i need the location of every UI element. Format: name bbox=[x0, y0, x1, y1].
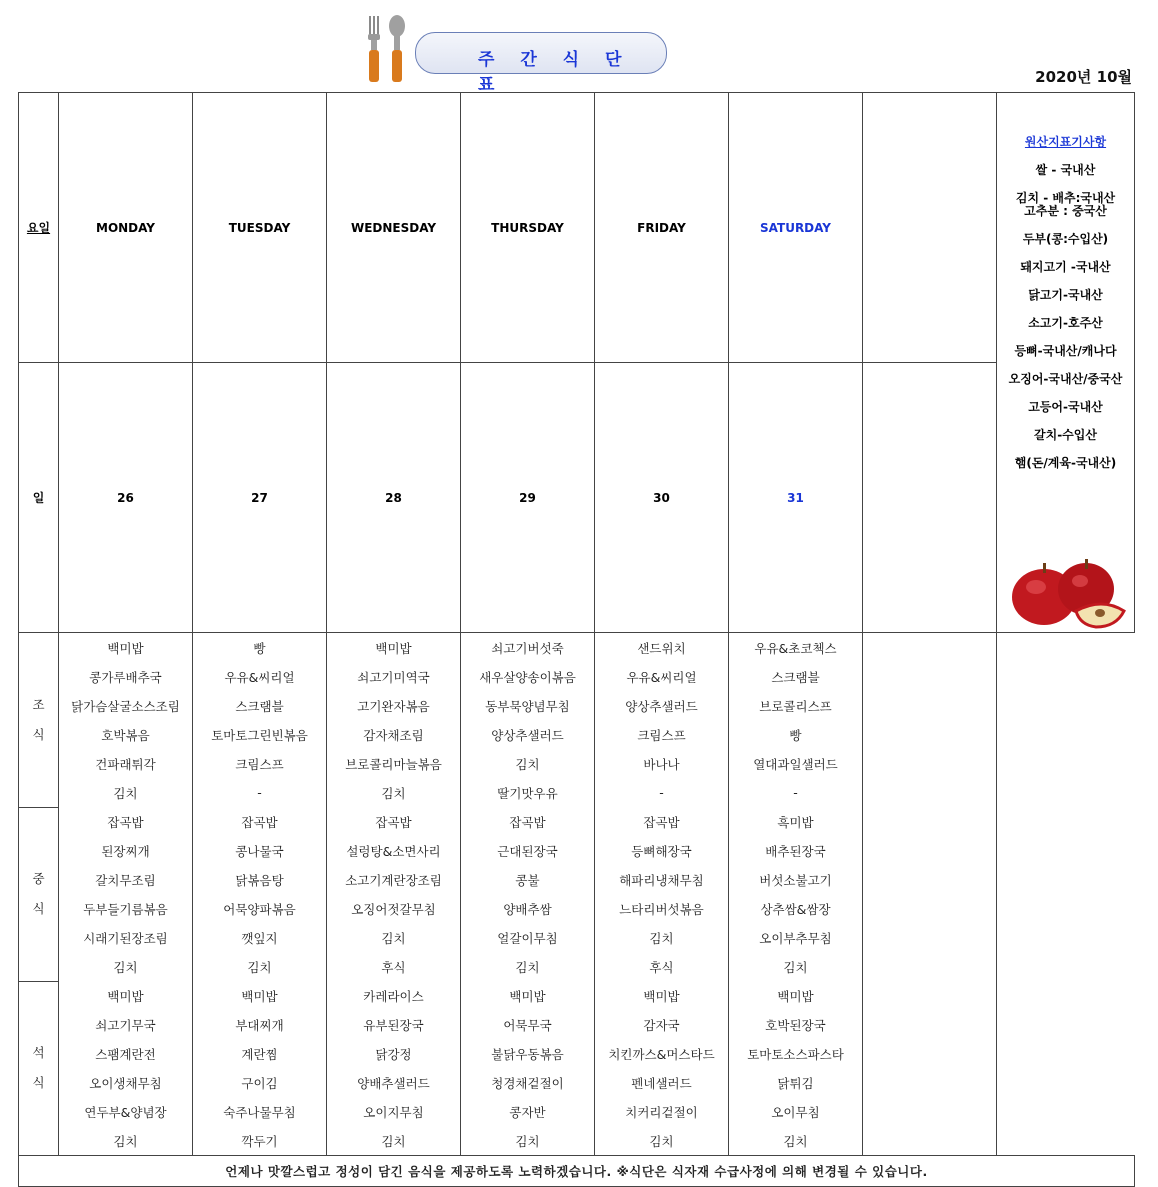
apple-image bbox=[1006, 553, 1126, 629]
meal-label-bottom: 식 bbox=[32, 1075, 45, 1091]
menu-item-cell: 얼갈이무침 bbox=[461, 923, 595, 952]
date-cell: 27 bbox=[193, 363, 327, 633]
menu-item-cell: 새우살양송이볶음 bbox=[461, 662, 595, 691]
empty-cell bbox=[863, 93, 997, 363]
empty-cell bbox=[863, 720, 997, 749]
menu-item-cell: 열대과일샐러드 bbox=[729, 749, 863, 778]
menu-item-cell: 닭가슴살굴소스조림 bbox=[59, 691, 193, 720]
menu-item-cell: 잡곡밥 bbox=[461, 807, 595, 836]
menu-item-cell: 바나나 bbox=[595, 749, 729, 778]
menu-item-cell: 김치 bbox=[461, 749, 595, 778]
meal-label-bottom: 식 bbox=[32, 901, 45, 916]
empty-cell bbox=[863, 1010, 997, 1039]
menu-item-cell: 건파래튀각 bbox=[59, 749, 193, 778]
menu-item-cell: 스크램블 bbox=[729, 662, 863, 691]
menu-item-cell: 해파리냉채무침 bbox=[595, 865, 729, 894]
empty-cell bbox=[863, 894, 997, 923]
origin-item: 쌀 - 국내산 bbox=[1035, 163, 1096, 177]
date-cell-saturday: 31 bbox=[729, 363, 863, 633]
meal-row bbox=[19, 749, 1135, 778]
menu-item-cell: 오이생채무침 bbox=[59, 1068, 193, 1097]
menu-item-cell: 어묵무국 bbox=[461, 1010, 595, 1039]
origin-item: 고추분 : 중국산 bbox=[1024, 204, 1107, 218]
menu-item-cell: - bbox=[595, 778, 729, 807]
meal-row bbox=[19, 923, 1135, 952]
menu-item-cell: 근대된장국 bbox=[461, 836, 595, 865]
menu-item-cell: 빵 bbox=[193, 633, 327, 663]
footer-note: 언제나 맛깔스럽고 정성이 담긴 음식을 제공하도록 노력하겠습니다. ※식단은 식자재 수급사정에 의해 변경될 수 있습니다. bbox=[19, 1156, 1135, 1187]
empty-cell bbox=[863, 778, 997, 807]
menu-item-cell: 백미밥 bbox=[729, 981, 863, 1010]
origin-item: 등뼈-국내산/캐나다 bbox=[1014, 344, 1117, 358]
menu-item-cell: 깍두기 bbox=[193, 1126, 327, 1156]
menu-item-cell: 백미밥 bbox=[59, 981, 193, 1010]
origin-item: 김치 - 배추:국내산 bbox=[1015, 191, 1116, 205]
header bbox=[355, 12, 675, 95]
meal-label bbox=[19, 807, 59, 981]
origin-title: 원산지표기사항 bbox=[1024, 135, 1107, 149]
menu-item-cell: 콩나물국 bbox=[193, 836, 327, 865]
menu-item-cell: 유부된장국 bbox=[327, 1010, 461, 1039]
date-cell: 29 bbox=[461, 363, 595, 633]
weekday-cell: WEDNESDAY bbox=[327, 93, 461, 363]
origin-item: 소고기-호주산 bbox=[1028, 316, 1103, 330]
date-cell: 26 bbox=[59, 363, 193, 633]
menu-item-cell: 양상추샐러드 bbox=[461, 720, 595, 749]
empty-cell bbox=[863, 1097, 997, 1126]
meal-row bbox=[19, 836, 1135, 865]
footer-row bbox=[19, 1156, 1135, 1187]
menu-item-cell: 동부묵양념무침 bbox=[461, 691, 595, 720]
empty-cell bbox=[863, 1039, 997, 1068]
menu-item-cell: 김치 bbox=[59, 952, 193, 981]
weekday-row bbox=[19, 93, 1135, 363]
menu-item-cell: 쇠고기무국 bbox=[59, 1010, 193, 1039]
menu-item-cell: 김치 bbox=[729, 952, 863, 981]
menu-item-cell: - bbox=[729, 778, 863, 807]
menu-item-cell: 김치 bbox=[461, 952, 595, 981]
menu-item-cell: 배추된장국 bbox=[729, 836, 863, 865]
meal-label-top: 중 bbox=[32, 871, 45, 886]
empty-cell bbox=[863, 836, 997, 865]
weekday-cell: TUESDAY bbox=[193, 93, 327, 363]
menu-item-cell: 토마토소스파스타 bbox=[729, 1039, 863, 1068]
origin-item: 두부(콩:수입산) bbox=[1022, 232, 1109, 246]
menu-item-cell: 샌드위치 bbox=[595, 633, 729, 663]
menu-item-cell: - bbox=[193, 778, 327, 807]
menu-item-cell: 펜네샐러드 bbox=[595, 1068, 729, 1097]
menu-item-cell: 콩가루배추국 bbox=[59, 662, 193, 691]
menu-item-cell: 쇠고기미역국 bbox=[327, 662, 461, 691]
menu-item-cell: 백미밥 bbox=[327, 633, 461, 663]
menu-item-cell: 치커리겉절이 bbox=[595, 1097, 729, 1126]
menu-item-cell: 구이김 bbox=[193, 1068, 327, 1097]
weekday-header-label: 요일 bbox=[19, 93, 59, 363]
empty-cell bbox=[863, 923, 997, 952]
menu-item-cell: 백미밥 bbox=[59, 633, 193, 663]
menu-item-cell: 김치 bbox=[461, 1126, 595, 1156]
menu-item-cell: 느타리버섯볶음 bbox=[595, 894, 729, 923]
origin-item: 햄(돈/계육-국내산) bbox=[1014, 456, 1117, 470]
meal-row bbox=[19, 633, 1135, 663]
menu-item-cell: 불닭우동볶음 bbox=[461, 1039, 595, 1068]
empty-cell bbox=[863, 807, 997, 836]
meal-label-bottom: 식 bbox=[32, 726, 45, 742]
menu-item-cell: 양상추샐러드 bbox=[595, 691, 729, 720]
menu-item-cell: 잡곡밥 bbox=[59, 807, 193, 836]
menu-item-cell: 닭강정 bbox=[327, 1039, 461, 1068]
menu-item-cell: 설렁탕&소면사리 bbox=[327, 836, 461, 865]
meal-row bbox=[19, 1068, 1135, 1097]
origin-item: 오징어-국내산/중국산 bbox=[1008, 372, 1123, 386]
menu-item-cell: 오이부추무침 bbox=[729, 923, 863, 952]
menu-item-cell: 버섯소불고기 bbox=[729, 865, 863, 894]
menu-item-cell: 고기완자볶음 bbox=[327, 691, 461, 720]
menu-item-cell: 백미밥 bbox=[461, 981, 595, 1010]
meal-row bbox=[19, 662, 1135, 691]
month-label: 2020년 10월 bbox=[1035, 68, 1132, 86]
menu-item-cell: 등뼈해장국 bbox=[595, 836, 729, 865]
menu-item-cell: 잡곡밥 bbox=[327, 807, 461, 836]
menu-item-cell: 두부들기름볶음 bbox=[59, 894, 193, 923]
menu-item-cell: 잡곡밥 bbox=[595, 807, 729, 836]
menu-item-cell: 소고기계란장조림 bbox=[327, 865, 461, 894]
menu-item-cell: 우유&씨리얼 bbox=[193, 662, 327, 691]
menu-item-cell: 김치 bbox=[59, 1126, 193, 1156]
meal-row bbox=[19, 1039, 1135, 1068]
empty-cell bbox=[863, 662, 997, 691]
menu-item-cell: 시래기된장조림 bbox=[59, 923, 193, 952]
meal-row bbox=[19, 1126, 1135, 1156]
empty-cell bbox=[863, 865, 997, 894]
menu-item-cell: 후식 bbox=[595, 952, 729, 981]
menu-item-cell: 콩불 bbox=[461, 865, 595, 894]
menu-item-cell: 갈치무조림 bbox=[59, 865, 193, 894]
menu-item-cell: 김치 bbox=[327, 1126, 461, 1156]
menu-item-cell: 양배추샐러드 bbox=[327, 1068, 461, 1097]
origin-item-group bbox=[997, 192, 1134, 218]
menu-item-cell: 숙주나물무침 bbox=[193, 1097, 327, 1126]
menu-item-cell: 오이무침 bbox=[729, 1097, 863, 1126]
menu-item-cell: 크림스프 bbox=[595, 720, 729, 749]
menu-item-cell: 김치 bbox=[327, 923, 461, 952]
menu-item-cell: 깻잎지 bbox=[193, 923, 327, 952]
menu-item-cell: 후식 bbox=[327, 952, 461, 981]
menu-item-cell: 백미밥 bbox=[193, 981, 327, 1010]
menu-item-cell: 오징어젓갈무침 bbox=[327, 894, 461, 923]
menu-item-cell: 백미밥 bbox=[595, 981, 729, 1010]
meal-label bbox=[19, 981, 59, 1156]
menu-item-cell: 카레라이스 bbox=[327, 981, 461, 1010]
menu-item-cell: 된장찌개 bbox=[59, 836, 193, 865]
menu-item-cell: 상추쌈&쌈장 bbox=[729, 894, 863, 923]
menu-item-cell: 김치 bbox=[595, 923, 729, 952]
empty-cell bbox=[863, 1068, 997, 1097]
meal-row bbox=[19, 691, 1135, 720]
menu-item-cell: 부대찌개 bbox=[193, 1010, 327, 1039]
empty-cell bbox=[863, 691, 997, 720]
empty-cell bbox=[863, 981, 997, 1010]
origin-item: 닭고기-국내산 bbox=[1028, 288, 1103, 302]
empty-cell bbox=[863, 1126, 997, 1156]
menu-item-cell: 콩자반 bbox=[461, 1097, 595, 1126]
origin-item: 고등어-국내산 bbox=[1028, 400, 1103, 414]
meal-row bbox=[19, 778, 1135, 807]
menu-item-cell: 우유&초코첵스 bbox=[729, 633, 863, 663]
meal-label bbox=[19, 633, 59, 808]
menu-item-cell: 어묵양파볶음 bbox=[193, 894, 327, 923]
menu-item-cell: 스크램블 bbox=[193, 691, 327, 720]
menu-item-cell: 빵 bbox=[729, 720, 863, 749]
date-row bbox=[19, 363, 1135, 633]
menu-item-cell: 감자채조림 bbox=[327, 720, 461, 749]
menu-item-cell: 쇠고기버섯죽 bbox=[461, 633, 595, 663]
meal-row bbox=[19, 952, 1135, 981]
meal-row bbox=[19, 1010, 1135, 1039]
menu-item-cell: 치킨까스&머스타드 bbox=[595, 1039, 729, 1068]
origin-item: 돼지고기 -국내산 bbox=[1020, 260, 1111, 274]
menu-item-cell: 김치 bbox=[595, 1126, 729, 1156]
menu-item-cell: 감자국 bbox=[595, 1010, 729, 1039]
meal-row bbox=[19, 807, 1135, 836]
empty-cell bbox=[863, 363, 997, 633]
page-title: 주 간 식 단 표 bbox=[478, 50, 632, 95]
menu-item-cell: 우유&씨리얼 bbox=[595, 662, 729, 691]
menu-item-cell: 토마토그린빈볶음 bbox=[193, 720, 327, 749]
menu-item-cell: 김치 bbox=[729, 1126, 863, 1156]
empty-cell bbox=[863, 952, 997, 981]
weekday-cell: THURSDAY bbox=[461, 93, 595, 363]
meal-row bbox=[19, 865, 1135, 894]
title-box bbox=[415, 32, 667, 95]
meal-body bbox=[19, 633, 1135, 1156]
menu-item-cell: 브로콜리스프 bbox=[729, 691, 863, 720]
menu-item-cell: 김치 bbox=[327, 778, 461, 807]
menu-item-cell: 딸기맛우유 bbox=[461, 778, 595, 807]
weekday-cell-saturday: SATURDAY bbox=[729, 93, 863, 363]
menu-item-cell: 김치 bbox=[59, 778, 193, 807]
meal-row bbox=[19, 1097, 1135, 1126]
menu-item-cell: 닭볶음탕 bbox=[193, 865, 327, 894]
meal-row bbox=[19, 981, 1135, 1010]
meal-row bbox=[19, 894, 1135, 923]
meal-label-top: 조 bbox=[32, 696, 45, 712]
meal-row bbox=[19, 720, 1135, 749]
menu-item-cell: 크림스프 bbox=[193, 749, 327, 778]
menu-item-cell: 잡곡밥 bbox=[193, 807, 327, 836]
weekday-cell: FRIDAY bbox=[595, 93, 729, 363]
menu-item-cell: 김치 bbox=[193, 952, 327, 981]
date-header-label: 일 bbox=[19, 363, 59, 633]
empty-cell bbox=[863, 749, 997, 778]
empty-cell bbox=[863, 633, 997, 663]
menu-item-cell: 스팸계란전 bbox=[59, 1039, 193, 1068]
date-cell: 30 bbox=[595, 363, 729, 633]
menu-item-cell: 연두부&양념장 bbox=[59, 1097, 193, 1126]
date-cell: 28 bbox=[327, 363, 461, 633]
origin-item: 갈치-수입산 bbox=[1034, 428, 1097, 442]
weekday-cell: MONDAY bbox=[59, 93, 193, 363]
menu-item-cell: 호박볶음 bbox=[59, 720, 193, 749]
menu-item-cell: 계란찜 bbox=[193, 1039, 327, 1068]
menu-item-cell: 양배추쌈 bbox=[461, 894, 595, 923]
menu-table bbox=[18, 92, 1135, 1187]
menu-item-cell: 브로콜리마늘볶음 bbox=[327, 749, 461, 778]
menu-item-cell: 흑미밥 bbox=[729, 807, 863, 836]
origin-panel bbox=[997, 93, 1135, 633]
menu-item-cell: 호박된장국 bbox=[729, 1010, 863, 1039]
meal-label-top: 석 bbox=[32, 1045, 45, 1061]
menu-item-cell: 오이지무침 bbox=[327, 1097, 461, 1126]
menu-item-cell: 청경채겉절이 bbox=[461, 1068, 595, 1097]
menu-item-cell: 닭튀김 bbox=[729, 1068, 863, 1097]
